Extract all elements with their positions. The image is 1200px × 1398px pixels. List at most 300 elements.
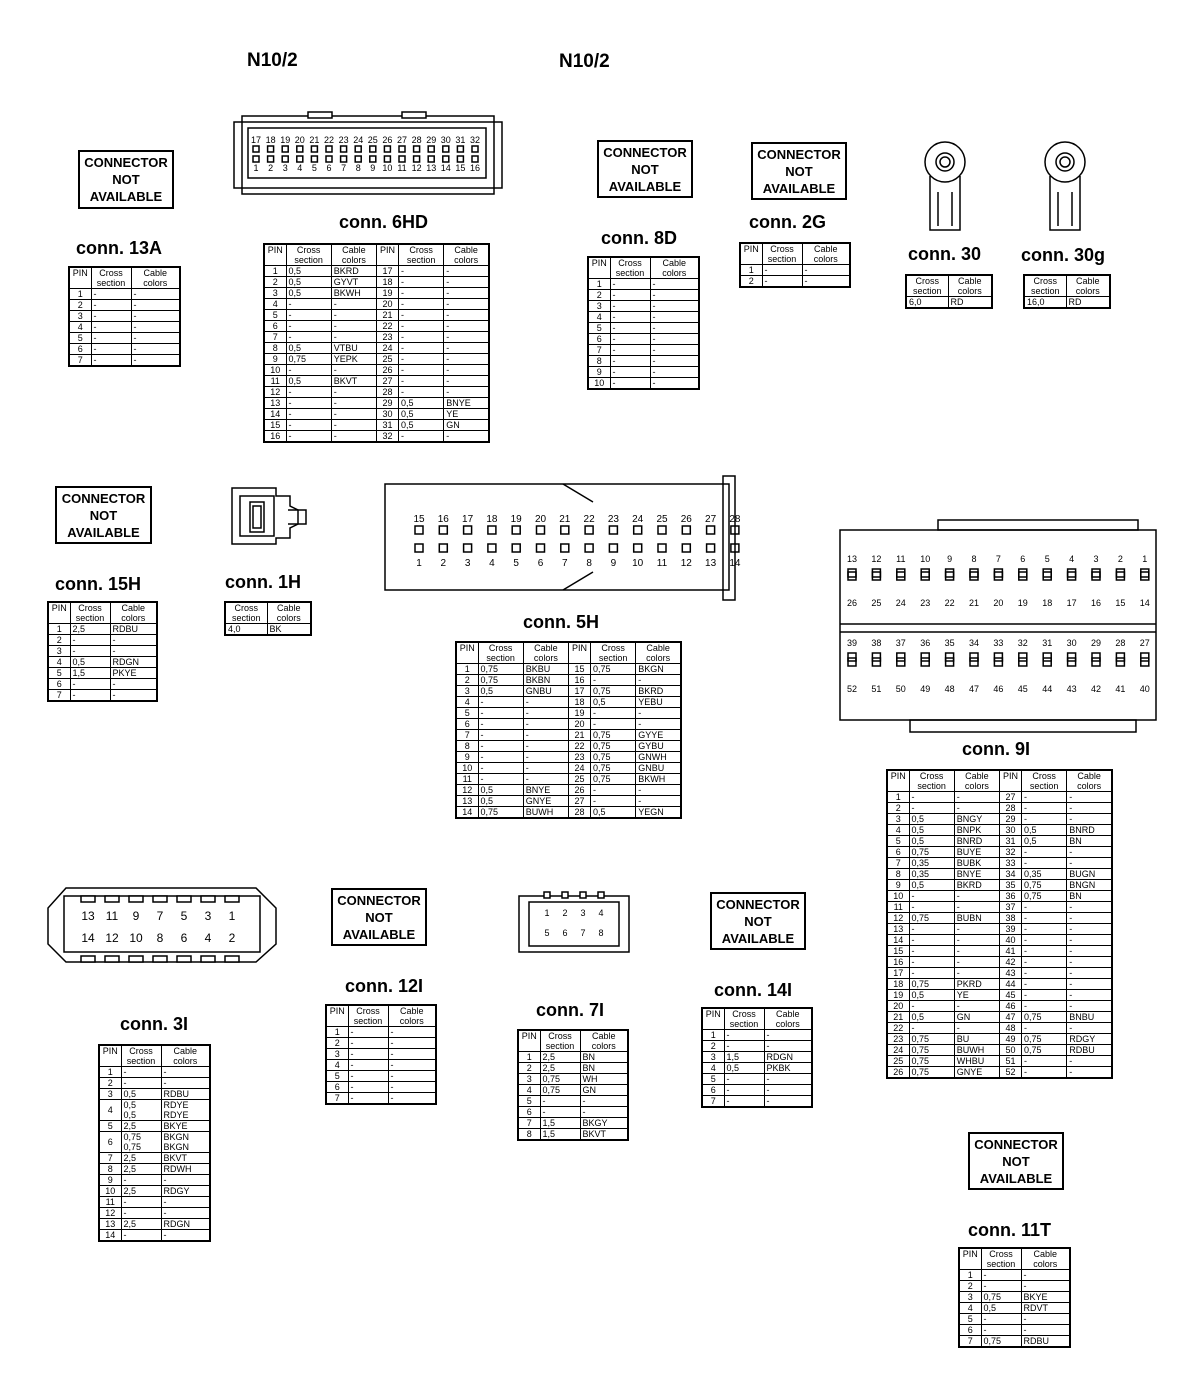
col-pin: PIN — [326, 1005, 348, 1027]
bottom-rail — [910, 720, 1136, 732]
pin-label-bottom: 1 — [253, 163, 259, 173]
cell-pin: 3 — [959, 1292, 981, 1303]
pin-label-top: 5 — [180, 909, 188, 923]
pin-label: 35 — [944, 638, 955, 648]
pin-label: 21 — [968, 598, 980, 608]
cell-pin: 16 — [569, 675, 591, 686]
pin-square — [1116, 653, 1124, 661]
pin-square — [682, 526, 690, 534]
cell-cross-section: - — [610, 323, 650, 334]
cell-cable-color: BN — [1067, 836, 1112, 847]
cell-cross-section: - — [909, 792, 954, 803]
pin-label: 22 — [944, 598, 955, 608]
cell-cable-color: - — [388, 1060, 436, 1071]
table-row — [264, 277, 489, 288]
cell-pin: 5 — [69, 333, 91, 344]
cell-cable-color: GNYE — [523, 796, 568, 807]
pin-label: 5 — [1044, 554, 1050, 564]
cell-pin: 35 — [1000, 880, 1022, 891]
cell-cable-color: - — [802, 276, 850, 288]
cell-cross-section: 0,75 — [1022, 1045, 1067, 1056]
cell-cable-color: BU — [954, 1034, 999, 1045]
cell-cable-color: - — [650, 367, 699, 378]
pin-label: 51 — [871, 684, 882, 694]
cell-pin: 5 — [887, 836, 909, 847]
cell-pin: 24 — [377, 343, 399, 354]
cell-pin: 32 — [377, 431, 399, 443]
table-row — [69, 322, 180, 333]
table-row — [69, 300, 180, 311]
cell-pin: 14 — [456, 807, 478, 819]
table-30 — [905, 274, 993, 309]
pin-square — [897, 572, 905, 580]
pin-square — [355, 146, 361, 152]
pin-label: 1 — [1142, 554, 1148, 564]
cell-pin: 12 — [264, 387, 286, 398]
col-pin: PIN — [69, 267, 91, 289]
table-row — [326, 1082, 436, 1093]
pin-square — [268, 146, 274, 152]
table-row — [518, 1107, 628, 1118]
cell-pin: 19 — [887, 990, 909, 1001]
cell-cable-color: BN — [580, 1052, 628, 1063]
cell-pin: 7 — [456, 730, 478, 741]
cell-cross-section: - — [591, 675, 636, 686]
cell-pin: 5 — [588, 323, 610, 334]
pin-square — [464, 526, 472, 534]
cell-cable-color: - — [954, 902, 999, 913]
cell-cable-color: YEBU — [636, 697, 681, 708]
pin-label-bottom: 9 — [370, 163, 376, 173]
pin-label-top: 1 — [544, 908, 550, 918]
cell-cross-section: 0,5 — [399, 398, 444, 409]
cell-pin: 32 — [1000, 847, 1022, 858]
cell-pin: 7 — [518, 1118, 540, 1129]
cell-cable-color: - — [650, 312, 699, 323]
cell-cable-color: - — [131, 300, 180, 311]
cell-pin: 51 — [1000, 1056, 1022, 1067]
title-12i: conn. 12I — [345, 976, 424, 996]
pin-label-bottom: 14 — [440, 163, 451, 173]
cell-cross-section: - — [1022, 902, 1067, 913]
cell-cable-color: GYVT — [331, 277, 376, 288]
table-row — [588, 279, 699, 290]
table-row — [887, 924, 1112, 935]
ring-inner — [1060, 157, 1070, 167]
pin-tab-bottom — [105, 956, 119, 962]
ring-inner — [940, 157, 950, 167]
cell-cross-section: - — [591, 796, 636, 807]
cell-pin: 9 — [588, 367, 610, 378]
table-row — [456, 807, 681, 819]
cell-pin: 27 — [1000, 792, 1022, 803]
table-row — [740, 265, 850, 276]
cell-pin: 8 — [887, 869, 909, 880]
table-2g — [739, 242, 851, 288]
pin-label: 39 — [846, 638, 858, 648]
cell-cable-color: WHBU — [954, 1056, 999, 1067]
cell-cross-section: 0,75 — [1022, 1012, 1067, 1023]
cell-cross-section: 2,5 — [540, 1052, 580, 1063]
cell-cable-color: - — [1067, 979, 1112, 990]
ring-outer — [1045, 142, 1085, 182]
pin-tab-bottom — [177, 956, 191, 962]
pin-label-bottom: 15 — [455, 163, 466, 173]
cell-cable-color: - — [331, 332, 376, 343]
cell-cable-color: - — [764, 1030, 812, 1041]
col-cross-section: Cross section — [91, 267, 131, 289]
pin-square — [1116, 572, 1124, 580]
table-row — [264, 376, 489, 387]
cell-pin: 8 — [588, 356, 610, 367]
cell-cable-color: RDGY — [1067, 1034, 1112, 1045]
pin-square — [1043, 569, 1051, 577]
col-pin: PIN — [518, 1030, 540, 1052]
cell-cable-color: - — [1021, 1270, 1070, 1281]
cell-cable-color: - — [523, 697, 568, 708]
cell-cross-section: 2,5 — [121, 1164, 161, 1175]
cell-cable-color: RDBU — [1067, 1045, 1112, 1056]
pin-label-top: 7 — [156, 909, 164, 923]
cell-cable-color: - — [331, 420, 376, 431]
cell-cable-color: - — [523, 741, 568, 752]
pin-square — [1019, 658, 1027, 666]
title-2g: conn. 2G — [749, 212, 827, 232]
table-row — [887, 979, 1112, 990]
cell-cable-color: - — [523, 763, 568, 774]
cell-cross-section: - — [591, 708, 636, 719]
table-row — [456, 796, 681, 807]
cell-cable-color: - — [161, 1230, 210, 1242]
pin-tab-bottom — [201, 956, 215, 962]
connector-3i-drawing — [46, 878, 278, 972]
cell-pin: 3 — [887, 814, 909, 825]
pin-label: 17 — [1066, 598, 1077, 608]
cell-cable-color: GN — [954, 1012, 999, 1023]
cell-cable-color: BKBU — [523, 664, 568, 675]
cell-cable-color: - — [131, 289, 180, 300]
cell-pin: 30 — [377, 409, 399, 420]
pin-label-bottom: 2 — [268, 163, 274, 173]
pin-label-top: 32 — [469, 135, 481, 145]
cell-pin: 49 — [1000, 1034, 1022, 1045]
pin-square — [921, 653, 929, 661]
table-row — [264, 354, 489, 365]
cell-pin: 1 — [959, 1270, 981, 1281]
cell-pin: 1 — [518, 1052, 540, 1063]
pin-square — [439, 544, 447, 552]
cell-cable-color: YE — [954, 990, 999, 1001]
table-row — [326, 1027, 436, 1038]
cell-cable-color: - — [331, 310, 376, 321]
cell-pin: 9 — [99, 1175, 121, 1186]
cell-pin: 48 — [1000, 1023, 1022, 1034]
pin-label: 19 — [1017, 598, 1028, 608]
table-1h — [224, 601, 312, 636]
cell-cable-color: - — [523, 730, 568, 741]
table-row — [264, 409, 489, 420]
cell-cable-color: - — [1067, 1056, 1112, 1067]
cell-cable-color: RDBU — [1021, 1336, 1070, 1348]
cell-cable-color: - — [331, 431, 376, 443]
cell-cable-color: BNYE — [444, 398, 489, 409]
cell-pin: 8 — [456, 741, 478, 752]
col-cable-colors: Cable colors — [331, 244, 376, 266]
pin-square — [994, 658, 1002, 666]
cell-pin: 18 — [377, 277, 399, 288]
cell-cable-color: - — [331, 365, 376, 376]
col-cross-section: Cross section — [348, 1005, 388, 1027]
table-row — [887, 935, 1112, 946]
pin-label: 13 — [846, 554, 858, 564]
pin-square — [946, 569, 954, 577]
cell-pin: 43 — [1000, 968, 1022, 979]
table-row — [518, 1085, 628, 1096]
col-cross-section: Cross section — [610, 257, 650, 279]
cell-cable-color: - — [444, 332, 489, 343]
pin-label-top: 31 — [455, 135, 466, 145]
cell-cross-section: 0,75 — [478, 807, 523, 819]
cell-pin: 8 — [99, 1164, 121, 1175]
table-row — [887, 792, 1112, 803]
pin-square — [439, 526, 447, 534]
cell-pin: 4 — [959, 1303, 981, 1314]
cell-cross-section: - — [591, 719, 636, 730]
cell-cable-color: - — [523, 708, 568, 719]
table-row — [887, 836, 1112, 847]
pin-square — [609, 526, 617, 534]
cell-pin: 2 — [518, 1063, 540, 1074]
col-cable-colors: Cable colors — [802, 243, 850, 265]
cell-pin: 29 — [377, 398, 399, 409]
cell-cross-section: 0,75 — [591, 741, 636, 752]
table-row — [887, 968, 1112, 979]
pin-square — [561, 544, 569, 552]
pin-square — [1068, 572, 1076, 580]
col-cross-section: Cross section — [981, 1248, 1021, 1270]
cell-cable-color: - — [954, 935, 999, 946]
cell-pin: 13 — [99, 1219, 121, 1230]
col-cable-colors: Cable colors — [636, 642, 681, 664]
cell-cross-section: 0,75 — [478, 675, 523, 686]
col-cross-section: Cross section — [762, 243, 802, 265]
pin-square — [946, 572, 954, 580]
cell-cross-section: - — [70, 690, 110, 702]
cell-cross-section: 2,5 — [121, 1153, 161, 1164]
cell-cable-color: PKBK — [764, 1063, 812, 1074]
pin-square — [585, 544, 593, 552]
pin-label-top: 20 — [294, 135, 305, 145]
col-pin: PIN — [702, 1008, 724, 1030]
pin-square — [253, 146, 259, 152]
cell-pin: 20 — [569, 719, 591, 730]
pin-label: 2 — [1117, 554, 1123, 564]
cell-cross-section: 0,5 — [478, 796, 523, 807]
cell-pin: 9 — [887, 880, 909, 891]
cell-pin: 3 — [326, 1049, 348, 1060]
title-5h: conn. 5H — [523, 612, 600, 632]
cell-cross-section: - — [399, 332, 444, 343]
cell-cross-section: - — [610, 334, 650, 345]
cell-pin: 5 — [456, 708, 478, 719]
cell-pin: 2 — [959, 1281, 981, 1292]
cell-pin: 2 — [588, 290, 610, 301]
table-row — [456, 785, 681, 796]
table-row — [99, 1100, 210, 1121]
cell-cross-section: 2,5 — [540, 1063, 580, 1074]
cell-cross-section: - — [610, 378, 650, 390]
cell-cross-section: 0,75 — [909, 1034, 954, 1045]
table-row — [456, 752, 681, 763]
cell-cross-section: - — [1022, 913, 1067, 924]
cell-cross-section: 0,75 — [591, 774, 636, 785]
table-row — [48, 657, 157, 668]
pin-square — [848, 658, 856, 666]
table-row — [588, 290, 699, 301]
cell-pin: 3 — [702, 1052, 724, 1063]
cell-cross-section: - — [286, 310, 331, 321]
pin-label-bottom: 6 — [562, 928, 568, 938]
cell-pin: 25 — [377, 354, 399, 365]
cell-cross-section: - — [399, 288, 444, 299]
cell-cross-section: - — [70, 679, 110, 690]
pin-label-top: 27 — [705, 514, 717, 525]
cell-pin: 50 — [1000, 1045, 1022, 1056]
cell-cross-section: 0,75 — [1022, 880, 1067, 891]
cell-pin: 36 — [1000, 891, 1022, 902]
cell-cross-section: 0,75 — [909, 1056, 954, 1067]
cell-cable-color: YE — [444, 409, 489, 420]
cell-cable-color: - — [764, 1096, 812, 1108]
cell-pin: 14 — [99, 1230, 121, 1242]
cell-pin: 21 — [377, 310, 399, 321]
col-pin: PIN — [264, 244, 286, 266]
pin-square — [282, 156, 288, 162]
cell-cross-section: - — [1022, 946, 1067, 957]
col-cross-section: Cross section — [909, 770, 954, 792]
cell-cross-section: 0,75 — [909, 847, 954, 858]
pin-square — [872, 658, 880, 666]
cell-pin: 7 — [887, 858, 909, 869]
pin-label-top: 28 — [411, 135, 422, 145]
cell-pin: 4 — [702, 1063, 724, 1074]
cell-pin: 44 — [1000, 979, 1022, 990]
cell-cross-section: - — [70, 646, 110, 657]
pin-label-top: 24 — [632, 514, 644, 525]
col-cross-section: Cross section — [906, 275, 948, 297]
cell-pin: 5 — [518, 1096, 540, 1107]
pin-label-bottom: 6 — [326, 163, 332, 173]
cell-cable-color: - — [131, 322, 180, 333]
pin-label-top: 13 — [81, 909, 95, 923]
cell-cable-color: BKVT — [580, 1129, 628, 1141]
table-row — [887, 891, 1112, 902]
table-row — [1024, 297, 1110, 309]
pin-square — [658, 544, 666, 552]
cell-pin: 2 — [99, 1078, 121, 1089]
cell-cable-color: - — [650, 301, 699, 312]
cell-pin: 5 — [264, 310, 286, 321]
cell-cable-color: BKGN BKGN — [161, 1132, 210, 1153]
cell-cable-color: - — [650, 345, 699, 356]
cell-pin: 7 — [702, 1096, 724, 1108]
cell-cable-color: GN — [444, 420, 489, 431]
cell-cross-section: 1,5 — [540, 1118, 580, 1129]
cell-pin: 10 — [588, 378, 610, 390]
cell-cross-section: - — [724, 1074, 764, 1085]
cell-cable-color: BKVT — [161, 1153, 210, 1164]
table-row — [702, 1063, 812, 1074]
cell-pin: 9 — [456, 752, 478, 763]
pin-square — [1019, 653, 1027, 661]
table-row — [456, 708, 681, 719]
cell-cable-color: BNYE — [954, 869, 999, 880]
pin-tab — [544, 892, 550, 898]
pin-square — [1019, 572, 1027, 580]
table-row — [264, 288, 489, 299]
pin-label-top: 19 — [510, 514, 522, 525]
cell-pin: 27 — [377, 376, 399, 387]
pin-label: 23 — [920, 598, 931, 608]
cell-pin: 33 — [1000, 858, 1022, 869]
cell-pin: 6 — [69, 344, 91, 355]
cell-cross-section: 0,35 — [909, 858, 954, 869]
cell-cross-section: - — [478, 741, 523, 752]
cell-pin: 1 — [887, 792, 909, 803]
table-row — [702, 1041, 812, 1052]
table-row — [887, 1045, 1112, 1056]
cell-pin: 1 — [69, 289, 91, 300]
cell-pin: 4 — [518, 1085, 540, 1096]
cell-cable-color: - — [650, 323, 699, 334]
cell-pin: 5 — [702, 1074, 724, 1085]
pin-label-top: 11 — [105, 909, 119, 923]
pin-square — [634, 544, 642, 552]
cell-cable-color: RDGY — [161, 1186, 210, 1197]
pin-square — [1141, 658, 1149, 666]
table-row — [588, 312, 699, 323]
pin-label: 49 — [920, 684, 931, 694]
pin-label-bottom: 2 — [440, 558, 447, 569]
cell-cable-color: - — [954, 1001, 999, 1012]
cell-pin: 24 — [569, 763, 591, 774]
cell-pin: 6 — [887, 847, 909, 858]
cell-cross-section: 0,5 — [909, 990, 954, 1001]
housing-outline — [385, 484, 729, 590]
cell-cross-section: - — [909, 935, 954, 946]
cell-cross-section: - — [348, 1060, 388, 1071]
cell-cable-color: BK — [267, 624, 311, 636]
cell-cross-section: 0,75 — [478, 664, 523, 675]
crimp-ribs — [938, 192, 952, 226]
cell-pin: 7 — [959, 1336, 981, 1348]
not-available-11t: CONNECTOR NOT AVAILABLE — [968, 1132, 1064, 1190]
pin-square — [370, 146, 376, 152]
cell-cross-section: 1,5 — [70, 668, 110, 679]
cell-cross-section: - — [286, 420, 331, 431]
cell-pin: 42 — [1000, 957, 1022, 968]
cell-cross-section: - — [724, 1030, 764, 1041]
table-row — [887, 1023, 1112, 1034]
cell-cross-section: 0,5 — [909, 1012, 954, 1023]
cell-cross-section: 0,5 — [286, 288, 331, 299]
cell-cross-section: 0,75 — [540, 1074, 580, 1085]
pin-square — [1019, 569, 1027, 577]
cell-cable-color: BN — [580, 1063, 628, 1074]
cell-pin: 5 — [959, 1314, 981, 1325]
cell-cable-color: - — [954, 946, 999, 957]
table-row — [99, 1175, 210, 1186]
